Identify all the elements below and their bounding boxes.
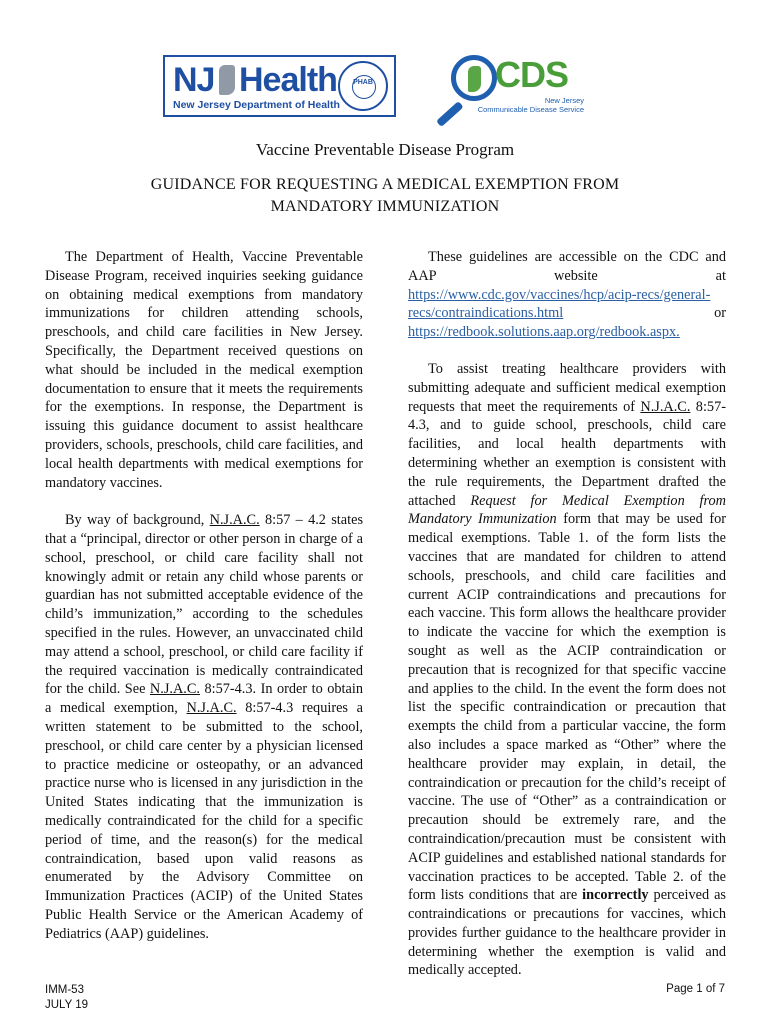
njac-reference: N.J.A.C. — [149, 681, 200, 698]
nj-state-shape-icon — [468, 66, 481, 92]
text-run: These guidelines are accessible on the CDC and AAP website at — [408, 249, 726, 284]
form-name: Request for Medical Exemption from Mandatory Immunization — [408, 492, 726, 528]
cds-logo-subtitle: Communicable Disease Service — [477, 105, 584, 114]
text-run: or — [563, 305, 726, 322]
phab-seal-icon — [338, 61, 388, 111]
text-run: 8:57-4.3, and to guide school, preschools, child care facilities, and local health departments with determining whether an exemption is consistent with the rule requirements, the Department drafted the attached — [408, 398, 726, 509]
cds-logo-state: New Jersey — [544, 96, 584, 105]
left-paragraph-2 — [45, 511, 363, 943]
njac-reference: N.J.A.C. — [640, 398, 691, 415]
magnifier-icon — [451, 55, 497, 101]
nj-logo-mark: NJ — [173, 61, 215, 99]
cdc-contraindications-link[interactable]: https://www.cdc.gov/vaccines/hcp/acip-recs/general-recs/contraindications.html — [408, 286, 711, 322]
text-run: To assist treating healthcare providers with submitting adequate and sufficient medical exemption requests that meet the requirements of — [408, 360, 726, 415]
form-date: JULY 19 — [45, 999, 89, 1011]
njac-reference: N.J.A.C. — [186, 700, 237, 717]
right-paragraph-1 — [408, 248, 726, 342]
left-paragraph-1: The Department of Health, Vaccine Preventable Disease Program, received inquiries seeking guidance on obtaining medical exemptions from mandatory immunizations for children attending schools, preschools, and child care facilities in New Jersey. Specifically, the Department received questions on what should be included in the medical exemption documentation to ensure that it meets the requirements for the exemptions. In response, the Department is issuing this guidance document to assist healthcare providers, schools, preschools, child care facilities, and local health departments with medical exemptions for mandatory vaccines. — [45, 249, 363, 491]
text-run: form that may be used for medical exemptions. Table 1. of the form lists the vaccines that are mandated for children to attend schools, preschools, and child care facilities and current ACIP contraindications and precautions for each vaccine. This form allows the healthcare provider to indicate the vaccine for which the exemption is sought as well as the ACIP contraindication or precaution that is recognized for that specific vaccine and applies to the child. In the event the form does not list the specific contraindication or precaution that exempts the child from a particular vaccine, the form also includes a space marked as “Other” where the healthcare provider may explain, in detail, the contraindication or precaution for the child’s receipt of vaccine. The use of “Other” as a contraindication or precaution should be extremely rare, and the contraindication/precaution must be consistent with ACIP guidelines and established national standards for vaccination practices to be accepted. Table 2. of the form lists conditions that are — [408, 511, 726, 904]
nj-state-shape-icon — [219, 65, 235, 95]
nj-logo-subtitle: New Jersey Department of Health — [173, 99, 340, 111]
nj-health-logo — [163, 55, 396, 117]
page-title: GUIDANCE FOR REQUESTING A MEDICAL EXEMPTION FROM MANDATORY IMMUNIZATION — [150, 176, 620, 215]
phab-seal-text: PHAB — [353, 79, 373, 86]
footer-form-info — [45, 983, 88, 1013]
text-run: 8:57 – 4.2 states that a “principal, director or other person in charge of a school, preschool, or child care facility shall not knowingly admit or retain any child whose parents or guardian has not submitted acceptable evidence of the child’s immunization,” according to the schedules specified in the rules. However, an unvaccinated child may attend a school, preschool, or child care facility if the required vaccination is medically contraindicated for the child. See — [45, 512, 364, 698]
magnifier-handle-icon — [436, 101, 464, 127]
nj-logo-word: Health — [239, 61, 337, 99]
program-name: Vaccine Preventable Disease Program — [255, 140, 515, 159]
emphasis-text: incorrectly — [582, 887, 649, 904]
text-run: 8:57-4.3. In order to obtain a medical exemption, — [45, 681, 363, 717]
text-run: 8:57-4.3 requires a written statement to be submitted to the school, preschool, or child care center by a physician licensed to practice medicine or osteopathy, or an advanced practice nurse who is licensed in any jurisdiction in the United States indicating that the immunization is medically contraindicated for the child for a specific period of time, and the reason(s) for the medical contraindication, based upon valid reasons as enumerated by the Advisory Committee on Immunization Practices (ACIP) of the United States Public Health Service or the American Academy of Pediatrics (AAP) guidelines. — [45, 700, 363, 942]
page-number: Page 1 of 7 — [666, 983, 725, 995]
text-run: By way of background, — [65, 512, 210, 529]
cds-logo-mark: CDS — [495, 54, 569, 95]
right-column — [408, 248, 726, 980]
aap-redbook-link[interactable]: https://redbook.solutions.aap.org/redbook.aspx. — [408, 324, 680, 341]
left-column — [45, 248, 363, 943]
right-paragraph-2 — [408, 360, 726, 980]
njac-reference: N.J.A.C. — [209, 512, 260, 529]
text-run: perceived as contraindications or precautions for vaccines, which provides further guidance to the healthcare provider in determining whether the exemption is valid and medically accepted. — [408, 887, 726, 979]
form-id: IMM-53 — [45, 984, 84, 996]
cds-logo — [425, 52, 590, 122]
